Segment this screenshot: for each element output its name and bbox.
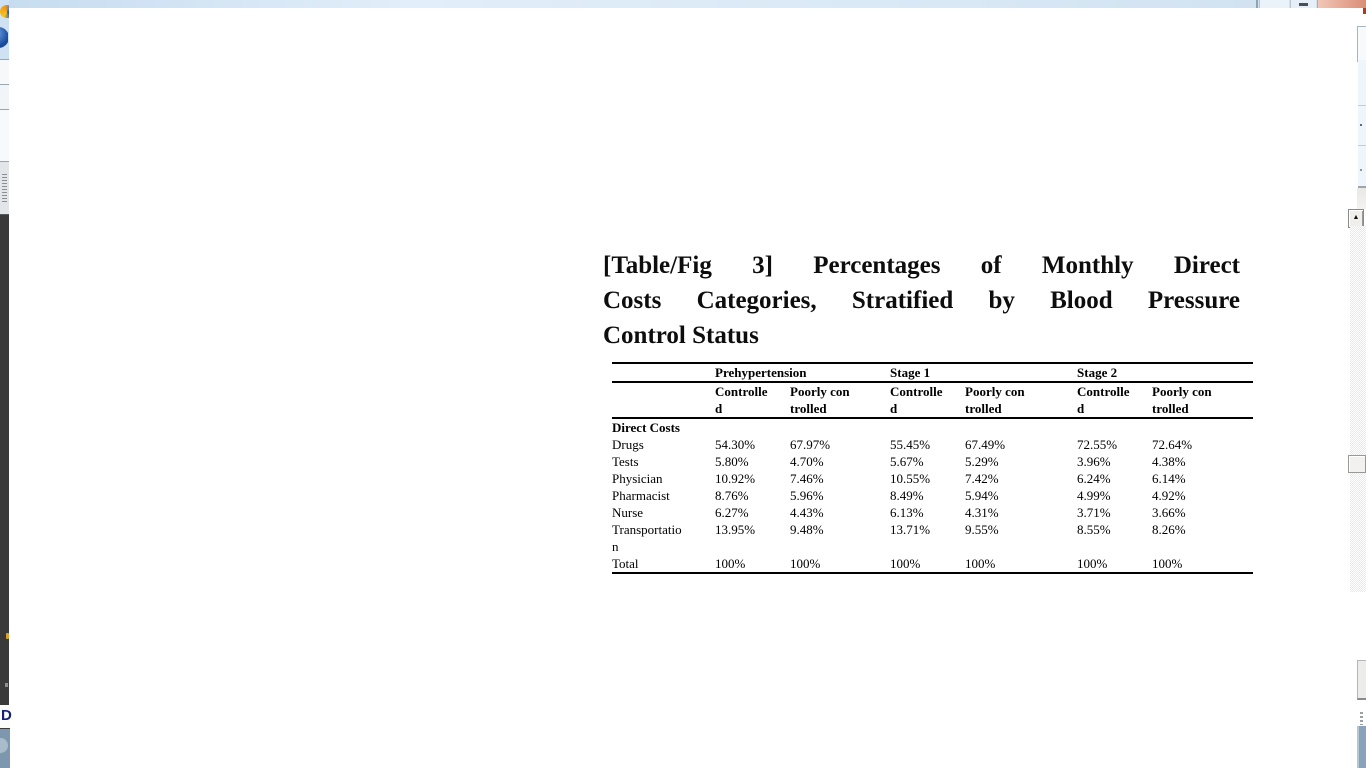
group-header-prehypertension: Prehypertension <box>715 363 890 382</box>
table-cell: 9.48% <box>790 522 824 537</box>
table-cell: 100% <box>790 556 821 571</box>
tiny-dot-icon <box>1360 169 1362 171</box>
table-cell: 72.55% <box>1077 437 1118 452</box>
table-cell: 55.45% <box>890 437 931 452</box>
table-cell: 10.55% <box>890 471 931 486</box>
table-cell: 67.49% <box>965 437 1006 452</box>
internet-explorer-logo <box>0 5 9 18</box>
table-cell: 13.71% <box>890 522 931 537</box>
background-taskbar-label-sliver[interactable] <box>0 705 10 729</box>
row-label: Tests <box>612 454 639 469</box>
restore-icon <box>1299 3 1308 6</box>
table-cell: 5.80% <box>715 454 749 469</box>
table-cell: 4.99% <box>1077 488 1111 503</box>
table-cell: 13.95% <box>715 522 756 537</box>
table-cell: 67.97% <box>790 437 831 452</box>
empty-cell <box>612 382 715 418</box>
back-button-sphere <box>0 27 8 48</box>
table-cell: 7.46% <box>790 471 824 486</box>
table-cell: 100% <box>715 556 746 571</box>
table-cell: 8.26% <box>1152 522 1186 537</box>
table-cell: 5.94% <box>965 488 999 503</box>
table-row <box>612 487 1253 504</box>
section-label: Direct Costs <box>612 420 680 435</box>
background-panel-sliver-3 <box>0 109 9 162</box>
back-button-icon[interactable] <box>0 27 8 50</box>
group-header-row <box>612 363 1253 382</box>
row-label: Nurse <box>612 505 644 520</box>
row-label: Pharmacist <box>612 488 670 503</box>
table-cell: 4.92% <box>1152 488 1186 503</box>
row-label: Drugs <box>612 437 644 452</box>
section-row <box>612 418 1253 436</box>
table-cell: 6.14% <box>1152 471 1186 486</box>
table-cell: 100% <box>965 556 996 571</box>
yellow-dot-icon <box>6 633 9 639</box>
sub-header-poorly-controlled: Poorly controlled <box>790 382 890 418</box>
table-cell: 4.43% <box>790 505 824 520</box>
sub-header-poorly-controlled: Poorly controlled <box>1152 382 1253 418</box>
table-cell: 3.96% <box>1077 454 1111 469</box>
gray-dot-icon <box>5 683 8 687</box>
table-cell: 54.30% <box>715 437 756 452</box>
table-row <box>612 436 1253 453</box>
table-row <box>612 504 1253 521</box>
internet-explorer-icon[interactable] <box>0 5 9 18</box>
background-titlebar-sliver <box>0 0 1366 8</box>
table-row <box>612 470 1253 487</box>
costs-table-body <box>612 418 1253 573</box>
background-control-sliver-right <box>1357 26 1366 62</box>
table-cell: 6.27% <box>715 505 749 520</box>
group-header-stage-2: Stage 2 <box>1077 363 1253 382</box>
sub-header-row <box>612 382 1253 418</box>
table-row <box>612 521 1253 555</box>
table-cell: 9.55% <box>965 522 999 537</box>
table-cell: 3.66% <box>1152 505 1186 520</box>
table-cell: 5.96% <box>790 488 824 503</box>
grip-dots-icon <box>1360 712 1363 725</box>
scrollbar-track[interactable] <box>1350 226 1366 592</box>
table-cell: 8.76% <box>715 488 749 503</box>
document-title-line: Costs Categories, Stratified by Blood Pressure <box>603 287 1240 314</box>
document-title-line: Control Status <box>603 322 759 349</box>
background-panel-sliver-1 <box>0 59 9 85</box>
table-cell: 4.38% <box>1152 454 1186 469</box>
table-cell: 4.70% <box>790 454 824 469</box>
restore-button-sliver[interactable] <box>1290 0 1316 8</box>
table-cell: 100% <box>1077 556 1108 571</box>
scrollbar-top-cap <box>1357 188 1366 209</box>
table-cell: 8.49% <box>890 488 924 503</box>
table-row <box>612 453 1253 470</box>
sub-header-controlled: Controlled <box>1077 382 1152 418</box>
costs-table-container <box>612 362 1253 574</box>
titlebar-separator <box>1256 0 1258 8</box>
taskbar-button-circle <box>0 738 8 753</box>
sub-header-controlled: Controlled <box>890 382 965 418</box>
taskbar-label-text: D <box>1 707 12 724</box>
table-row <box>612 555 1253 573</box>
grip-dots-icon <box>2 174 7 202</box>
scroll-up-icon: ▲ <box>1352 213 1360 221</box>
table-cell: 10.92% <box>715 471 756 486</box>
document-title-line: [Table/Fig 3] Percentages of Monthly Direct <box>603 252 1240 279</box>
table-cell: 100% <box>890 556 921 571</box>
table-cell: 4.31% <box>965 505 999 520</box>
table-cell: 72.64% <box>1152 437 1193 452</box>
table-cell: 7.42% <box>965 471 999 486</box>
panel-divider <box>1358 145 1366 146</box>
row-label: Transportation <box>612 522 682 554</box>
background-panel-sliver-2 <box>0 84 9 110</box>
table-caption <box>603 248 1240 353</box>
minimize-button-sliver[interactable] <box>1259 0 1289 8</box>
row-label: Total <box>612 556 639 571</box>
background-taskbar-button-sliver-left <box>0 729 10 768</box>
background-button-sliver-right <box>1357 660 1366 700</box>
empty-cell <box>612 363 715 382</box>
costs-table <box>612 362 1253 574</box>
row-label: Physician <box>612 471 663 486</box>
background-taskbar-button-sliver-right <box>1357 726 1366 768</box>
group-header-stage-1: Stage 1 <box>890 363 1077 382</box>
table-cell: 6.13% <box>890 505 924 520</box>
tiny-dot-icon <box>1360 124 1362 126</box>
panel-divider <box>1358 105 1366 106</box>
table-cell: 3.71% <box>1077 505 1111 520</box>
table-cell: 8.55% <box>1077 522 1111 537</box>
table-cell: 5.67% <box>890 454 924 469</box>
sub-header-controlled: Controlled <box>715 382 790 418</box>
table-cell: 5.29% <box>965 454 999 469</box>
sub-header-poorly-controlled: Poorly controlled <box>965 382 1077 418</box>
close-button-sliver[interactable] <box>1317 0 1366 8</box>
background-dark-sidebar-sliver <box>0 215 9 705</box>
table-cell: 6.24% <box>1077 471 1111 486</box>
background-grip-sliver <box>0 161 9 216</box>
table-cell: 100% <box>1152 556 1183 571</box>
scrollbar-thumb[interactable] <box>1348 455 1366 473</box>
